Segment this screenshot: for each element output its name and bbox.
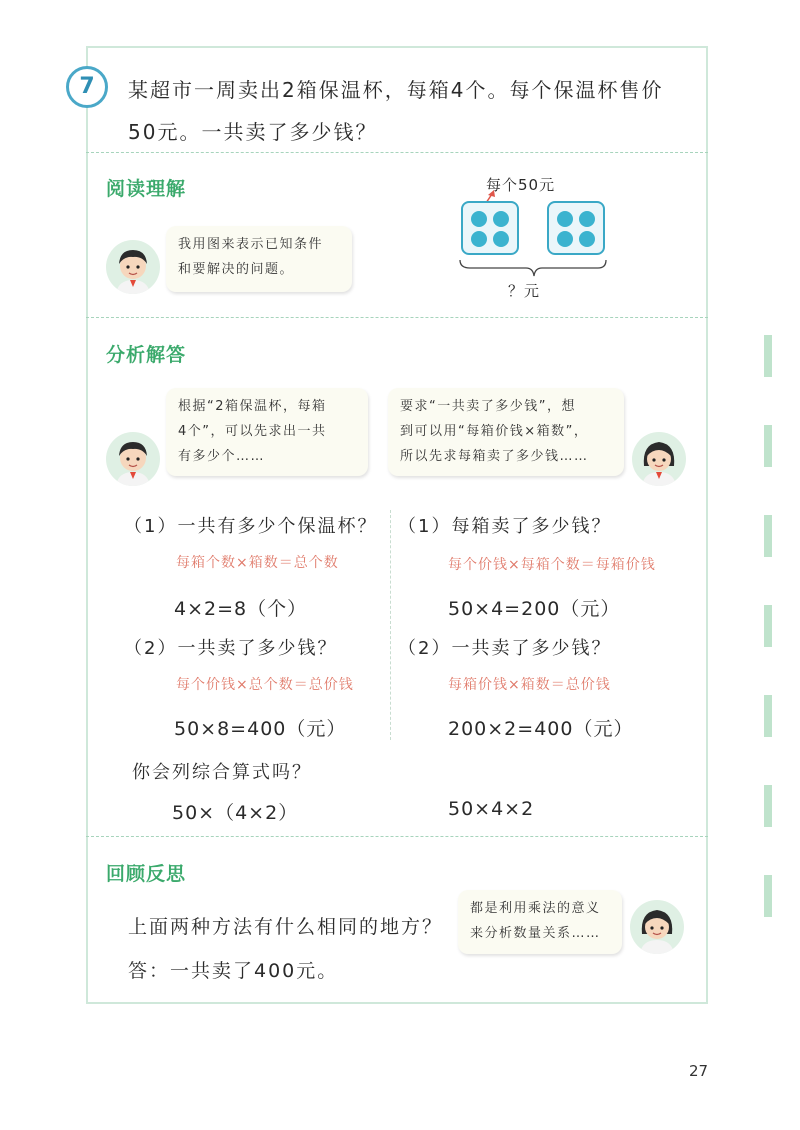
girl-avatar	[632, 432, 686, 486]
left-formula-1: 每箱个数×箱数＝总个数	[176, 555, 339, 571]
left-question-1: （1）一共有多少个保温杯？	[124, 516, 378, 537]
review-question: 上面两种方法有什么相同的地方？	[128, 916, 444, 938]
left-calc-1: 4×2=8（个）	[174, 598, 308, 620]
side-tab	[764, 335, 772, 377]
section-divider	[86, 836, 708, 837]
bubble-line: 来分析数量关系……	[470, 926, 601, 941]
side-tab	[764, 785, 772, 827]
side-tab	[764, 425, 772, 467]
right-formula-2: 每箱价钱×箱数＝总价钱	[448, 677, 611, 693]
right-calc-1: 50×4=200（元）	[448, 598, 621, 620]
left-formula-2: 每个价钱×总个数＝总价钱	[176, 677, 354, 693]
problem-number-badge: 7	[66, 66, 108, 108]
analysis-heading: 分析解答	[106, 344, 187, 366]
right-formula-1: 每个价钱×每箱个数＝每箱价钱	[448, 557, 656, 573]
bubble-line: 都是利用乘法的意义	[470, 901, 601, 916]
right-question-1: （1）每箱卖了多少钱？	[398, 516, 612, 537]
combined-formula-left: 50×（4×2）	[172, 802, 299, 824]
column-divider	[390, 510, 391, 740]
boy-avatar	[106, 240, 160, 294]
combined-question: 你会列综合算式吗？	[132, 762, 312, 783]
review-answer: 答：一共卖了400元。	[128, 960, 339, 982]
bubble-line: 根据“2箱保温杯，每箱	[178, 399, 327, 414]
bubble-line: 要求“一共卖了多少钱”，想	[400, 399, 576, 414]
left-question-2: （2）一共卖了多少钱？	[124, 638, 338, 659]
side-tab	[764, 695, 772, 737]
box-diagram	[450, 186, 620, 286]
bubble-line: 有多少个……	[178, 449, 266, 464]
side-tab	[764, 875, 772, 917]
side-tab	[764, 515, 772, 557]
bubble-line: 和要解决的问题。	[178, 262, 295, 277]
boy-avatar	[106, 432, 160, 486]
bubble-line: 所以先求每箱卖了多少钱……	[400, 449, 589, 464]
analysis-right-bubble	[388, 388, 624, 476]
left-calc-2: 50×8=400（元）	[174, 718, 347, 740]
analysis-left-bubble	[166, 388, 368, 476]
diagram-total-label: ？元	[508, 282, 541, 300]
girl-avatar	[630, 900, 684, 954]
right-question-2: （2）一共卖了多少钱？	[398, 638, 612, 659]
combined-formula-right: 50×4×2	[448, 798, 535, 820]
section-divider	[86, 317, 708, 318]
bubble-line: 4个”，可以先求出一共	[178, 424, 327, 439]
bubble-line: 到可以用“每箱价钱×箱数”，	[400, 424, 589, 439]
problem-text-line2: 50元。一共卖了多少钱？	[128, 120, 378, 144]
side-tab	[764, 605, 772, 647]
diagram-price-label: 每个50元	[486, 176, 556, 194]
review-speech-bubble	[458, 890, 622, 954]
review-heading: 回顾反思	[106, 863, 187, 885]
page-number: 27	[689, 1062, 709, 1080]
reading-heading: 阅读理解	[106, 178, 187, 200]
right-calc-2: 200×2=400（元）	[448, 718, 634, 740]
section-divider	[86, 152, 708, 153]
reading-speech-bubble	[166, 226, 352, 292]
problem-text-line1: 某超市一周卖出2箱保温杯，每箱4个。每个保温杯售价	[128, 78, 664, 102]
bubble-line: 我用图来表示已知条件	[178, 237, 324, 252]
